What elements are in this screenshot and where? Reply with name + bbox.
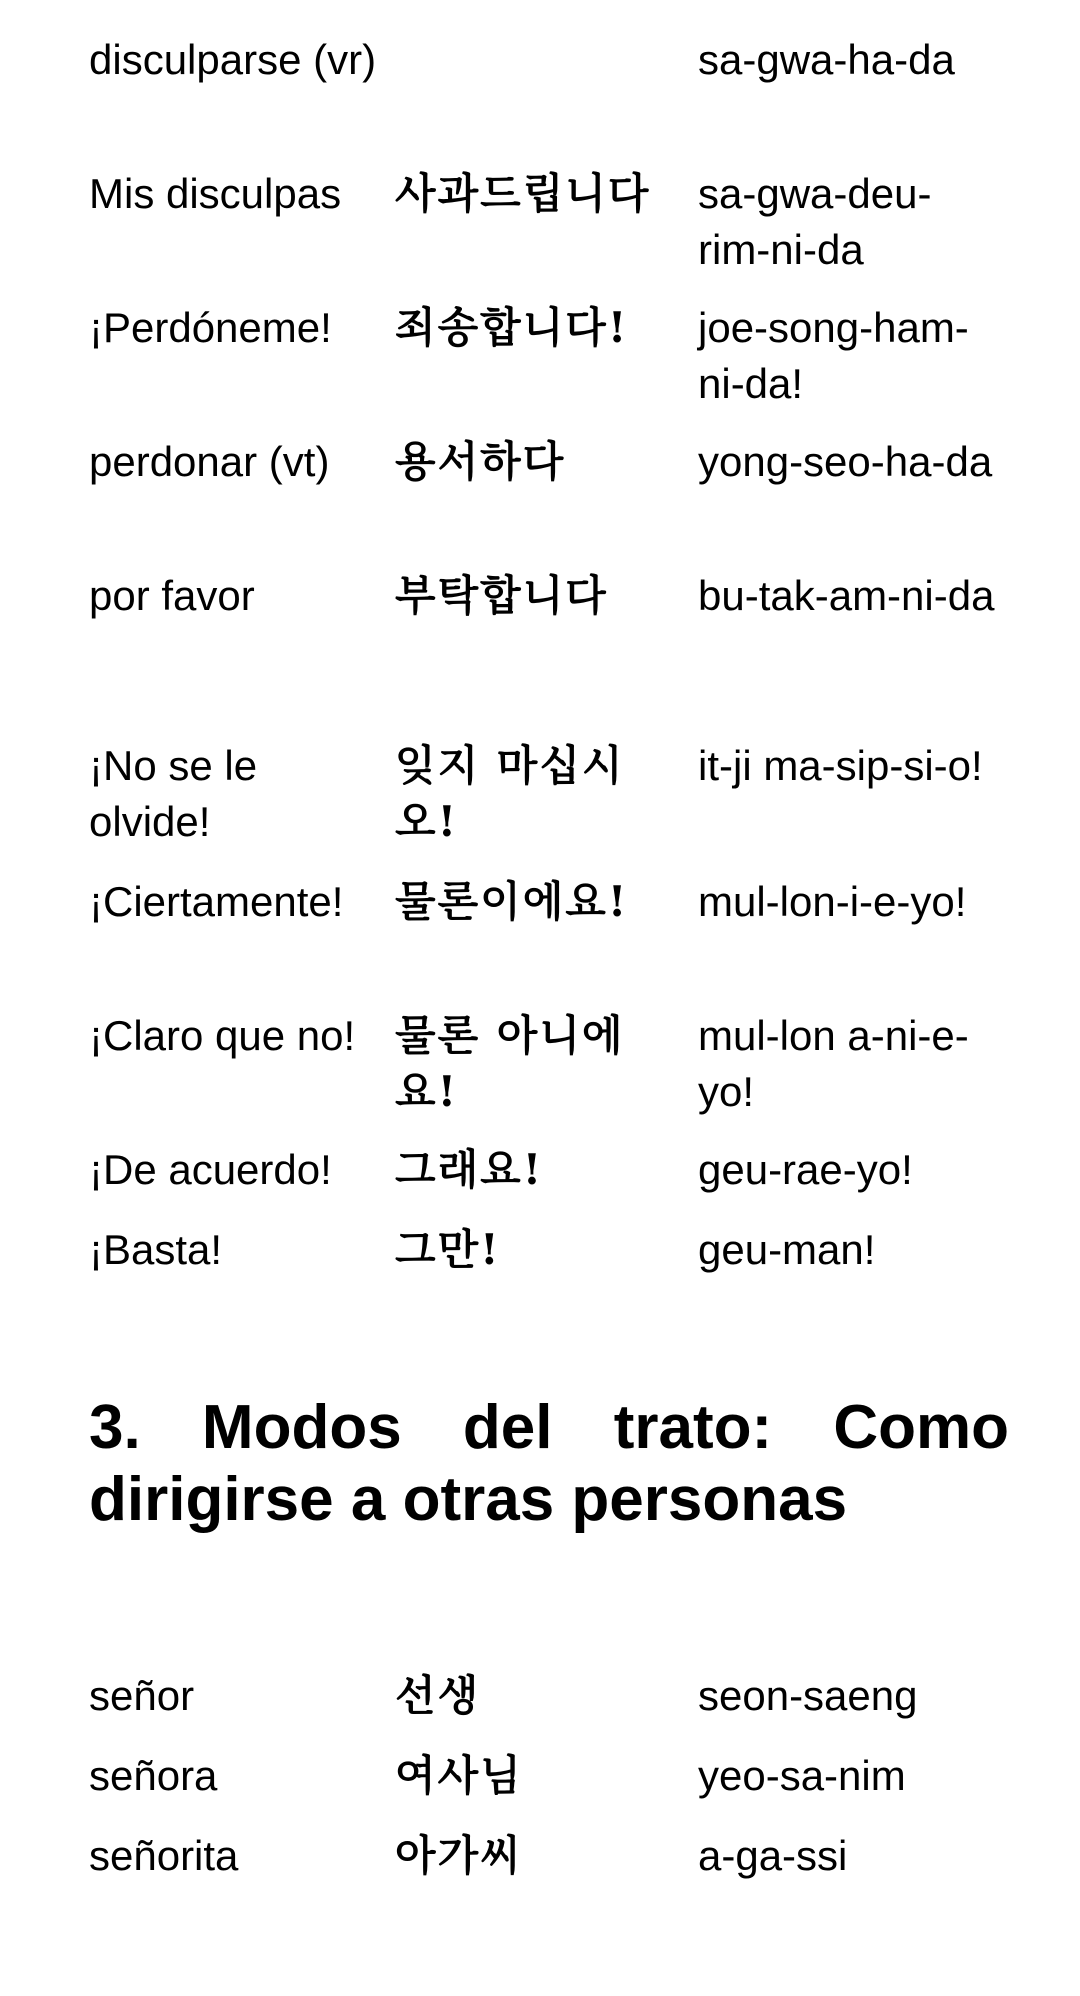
spanish-term: señor: [89, 1672, 195, 1719]
spanish-term: por favor: [89, 572, 255, 619]
spanish-term: disculparse (vr): [89, 36, 377, 83]
spanish-term: ¡Ciertamente!: [89, 878, 344, 925]
romanization: mul-lon-i-e-yo!: [698, 878, 967, 925]
romanization: yong-seo-ha-da: [698, 438, 993, 485]
korean-term: 그래요!: [395, 1145, 544, 1194]
spanish-term: perdonar (vt): [89, 438, 330, 485]
spanish-term: Mis disculpas: [89, 170, 342, 217]
korean-term: 잊지 마십시오!: [395, 741, 625, 846]
korean-term: 여사님: [395, 1751, 523, 1800]
korean-term: 물론이에요!: [395, 877, 629, 926]
korean-term: 그만!: [395, 1225, 501, 1274]
spanish-term: ¡De acuerdo!: [89, 1146, 332, 1193]
spanish-term: ¡Claro que no!: [89, 1012, 356, 1059]
korean-term: 선생: [395, 1671, 481, 1720]
romanization: sa-gwa-ha-da: [698, 36, 955, 83]
romanization: seon-saeng: [698, 1672, 918, 1719]
korean-term: 부탁합니다: [395, 571, 608, 620]
romanization: it-ji ma-sip-si-o!: [698, 742, 983, 789]
section-heading: 3. Modos del trato: Como dirigirse a otras personas: [89, 1393, 1009, 1534]
romanization: mul-lon a-ni-e-yo!: [698, 1012, 969, 1115]
romanization: joe-song-ham-ni-da!: [698, 304, 969, 407]
romanization: yeo-sa-nim: [698, 1752, 906, 1799]
korean-term: 죄송합니다!: [395, 303, 629, 352]
romanization: geu-man!: [698, 1226, 876, 1273]
romanization: geu-rae-yo!: [698, 1146, 913, 1193]
spanish-term: señorita: [89, 1832, 239, 1879]
korean-term: 용서하다: [395, 437, 566, 486]
korean-term: 아가씨: [395, 1831, 523, 1880]
romanization: bu-tak-am-ni-da: [698, 572, 995, 619]
korean-term: 사과드립니다: [395, 169, 651, 218]
spanish-term: ¡No se le olvide!: [89, 742, 258, 845]
romanization: a-ga-ssi: [698, 1832, 848, 1879]
korean-term: 물론 아니에요!: [395, 1011, 625, 1116]
romanization: sa-gwa-deu-rim-ni-da: [698, 170, 932, 273]
spanish-term: señora: [89, 1752, 218, 1799]
spanish-term: ¡Basta!: [89, 1226, 223, 1273]
spanish-term: ¡Perdóneme!: [89, 304, 332, 351]
